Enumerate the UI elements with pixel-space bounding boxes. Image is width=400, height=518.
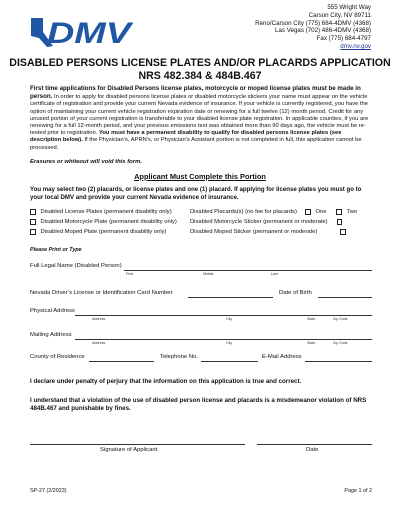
full-name-field[interactable] — [124, 270, 372, 271]
address-sublabel: Address — [92, 341, 106, 345]
option-placards: Disabled Placards(s) (no fee for placards) — [190, 209, 297, 215]
zip-sublabel: Zip Code — [333, 317, 348, 321]
perjury-declaration: I declare under penalty of perjury that the information on this application is true and correct. — [30, 378, 302, 385]
address-line-2: Carson City, NV 89711 — [308, 11, 371, 19]
checkbox[interactable] — [336, 209, 342, 215]
intro-lead: First time applications for Disabled Persons license plates, motorcycle or moped license plates must be made in person. — [30, 85, 361, 101]
option-placard-two[interactable]: Two — [336, 209, 357, 215]
email-field[interactable] — [305, 361, 372, 362]
fax: Fax (775) 684-4797 — [316, 35, 371, 43]
last-sublabel: Last — [271, 272, 278, 276]
signature-label: Signature of Applicant — [100, 447, 158, 453]
checkbox[interactable] — [337, 219, 343, 225]
zip-sublabel: Zip Code — [333, 341, 348, 345]
intro-body-2: If the Physician’s, APRN’s, or Physician’s Assistant portion is not completed in full, this application cannot be processed. — [30, 137, 362, 151]
checkbox[interactable] — [30, 229, 36, 235]
checkbox[interactable] — [305, 209, 311, 215]
print-instruction: Please Print or Type — [30, 247, 82, 253]
city-sublabel: City — [226, 341, 233, 345]
date-label: Date — [306, 447, 319, 453]
phone-las-vegas: Las Vegas (702) 486-4DMV (4368) — [275, 27, 371, 35]
middle-sublabel: Middle — [203, 272, 214, 276]
contact-block — [255, 4, 371, 51]
checkbox[interactable] — [340, 229, 346, 235]
county-field[interactable] — [89, 361, 154, 362]
dmv-logo — [29, 14, 133, 48]
form-id: SP-27 (2/2023) — [30, 488, 67, 494]
selection-notice: You may select two (2) placards, or license plates and one (1) placard. If applying for license plates you must go to your local DMV and provide your current Nevada evidence of insurance. — [30, 186, 362, 201]
page-number: Page 1 of 2 — [344, 488, 372, 494]
mailing-address-field[interactable] — [75, 339, 372, 340]
telephone-field[interactable] — [201, 361, 258, 362]
first-sublabel: First — [126, 272, 133, 276]
option-motorcycle-plate[interactable]: Disabled Motorcycle Plate (permanent disability only) — [30, 219, 177, 225]
statute-reference: NRS 482.384 & 484B.467 — [138, 70, 262, 82]
form-title: DISABLED PERSONS LICENSE PLATES AND/OR PLACARDS APPLICATION — [9, 57, 391, 69]
website-link[interactable]: dmv.nv.gov — [340, 42, 371, 50]
option-license-plates[interactable]: Disabled License Plates (permanent disability only) — [30, 209, 172, 215]
state-sublabel: State — [307, 341, 316, 345]
intro-paragraph — [30, 85, 372, 152]
option-motorcycle-sticker[interactable]: Disabled Motorcycle Sticker (permanent or moderate) — [190, 219, 342, 225]
option-placard-one[interactable]: One — [305, 209, 326, 215]
license-id-label: Nevada Driver’s License or Identification Card Number — [30, 290, 173, 296]
date-field[interactable] — [257, 444, 372, 445]
checkbox[interactable] — [30, 209, 36, 215]
telephone-label: Telephone No. — [160, 354, 198, 360]
dob-field[interactable] — [318, 297, 372, 298]
section-heading: Applicant Must Complete this Portion — [134, 172, 266, 181]
misdemeanor-acknowledgement: I understand that a violation of the use of disabled person license and placards is a misdemeanor violation of NRS 484B.467 and punishable by fines. — [30, 397, 367, 412]
license-id-field[interactable] — [188, 297, 273, 298]
email-label: E-Mail Address — [262, 354, 302, 360]
city-sublabel: City — [226, 317, 233, 321]
signature-field[interactable] — [30, 444, 245, 445]
intro-bold: You must have a permanent disability to qualify for disabled persons license plates (see description below). — [30, 130, 342, 144]
full-name-label: Full Legal Name (Disabled Person) — [30, 263, 122, 269]
option-moped-plate[interactable]: Disabled Moped Plate (permanent disability only) — [30, 229, 167, 235]
erasures-warning: Erasures or whiteout will void this form. — [30, 159, 142, 165]
phone-reno: Reno/Carson City (775) 684-4DMV (4368) — [255, 19, 371, 27]
state-sublabel: State — [307, 317, 316, 321]
logo-text: DMV — [47, 17, 133, 48]
county-label: County of Residence — [30, 354, 85, 360]
physical-address-label: Physical Address — [30, 308, 75, 314]
intro-body-1: In order to apply for disabled persons license plates or disabled motorcycle stickers your name must appear on the vehicle certificate of registration and provide your current Nevada evidence of insurance. If your vehicle is currently registered, you have the option of maintaining your current vehicle registration expiration date or renewing for a full twelve (12) month period. Credit for any unused portion of your current registration is transferable to your disabled license plate registration. In applicable counties, if you are renewing for a full 12-month period, and your previous emissions test was obtained more than 90 days ago, the vehicle must be re-tested prior to registration. — [30, 94, 369, 137]
option-moped-sticker[interactable]: Disabled Moped Sticker (permanent or moderate) — [190, 229, 346, 235]
mailing-address-label: Mailing Address — [30, 332, 72, 338]
address-sublabel: Address — [92, 317, 106, 321]
address-line-1: 555 Wright Way — [327, 4, 371, 11]
checkbox[interactable] — [30, 219, 36, 225]
physical-address-field[interactable] — [75, 315, 372, 316]
dob-label: Date of Birth — [279, 290, 312, 296]
